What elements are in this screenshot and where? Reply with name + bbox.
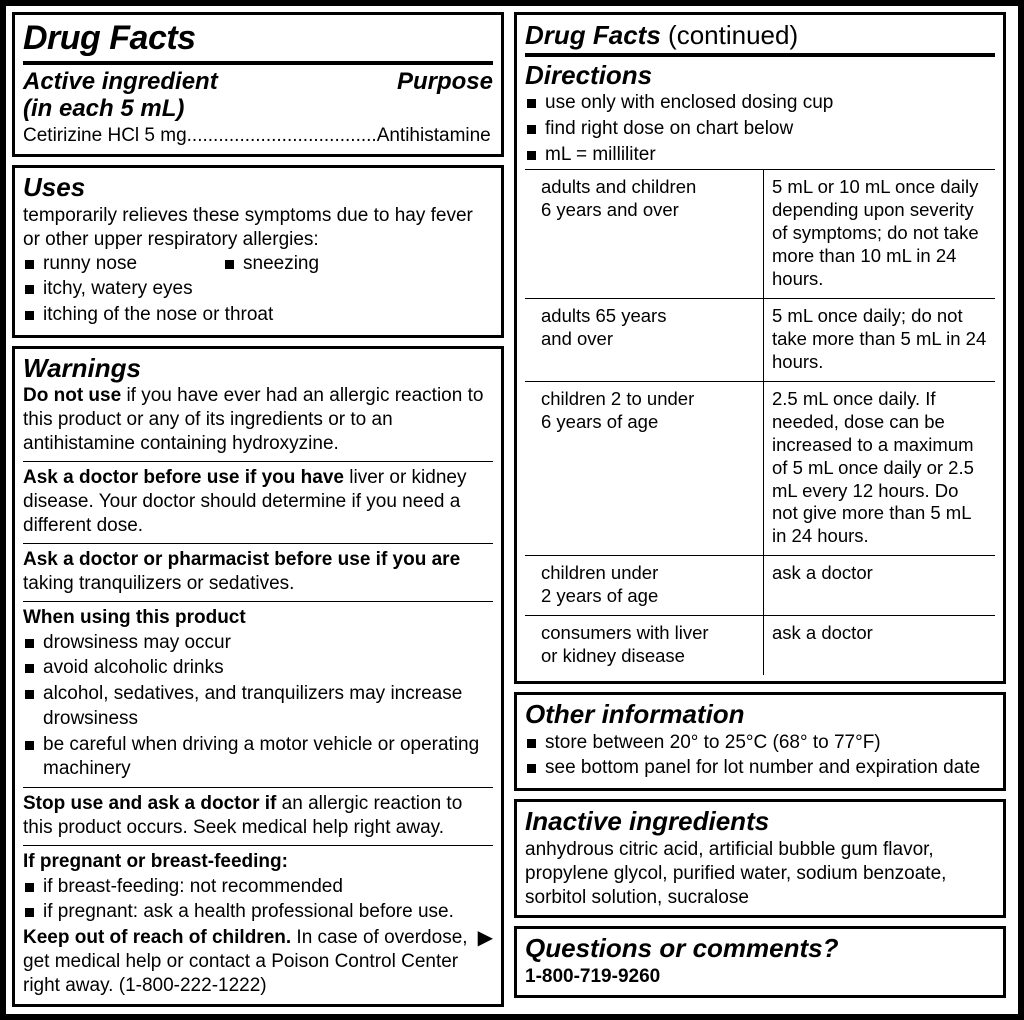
list-item: be careful when driving a motor vehicle or operating machinery	[23, 733, 493, 782]
directions-bullet-list	[525, 91, 995, 167]
uses-intro: temporarily relieves these symptoms due to hay fever or other upper respiratory allergies:	[23, 204, 473, 250]
uses-title: Uses	[23, 172, 86, 203]
list-item: mL = milliliter	[525, 143, 995, 168]
table-row	[525, 170, 995, 299]
title-divider	[23, 61, 493, 65]
panel-other-information	[514, 692, 1006, 791]
table-row	[525, 381, 995, 556]
uses-bullet-list	[23, 277, 493, 327]
triangle-right-icon: ▶	[477, 927, 493, 950]
dose-amount: 5 mL once daily; do not take more than 5 mL in 24 hours.	[764, 298, 996, 381]
warning-keep-out-text: In case of overdose, get medical help or contact a Poison Control Center right away. (1-800-222-1222)	[23, 927, 468, 996]
warning-ask-pharmacist	[23, 548, 493, 596]
dose-who: adults 65 years and over	[525, 298, 764, 381]
other-information-list	[525, 731, 995, 781]
warning-when-using-label: When using this product	[23, 606, 246, 628]
list-item: use only with enclosed dosing cup	[525, 91, 995, 116]
dose-amount: 2.5 mL once daily. If needed, dose can be increased to a maximum of 5 mL once daily or 2.5 mL every 12 hours. Do not give more than 5 mL in 24 hours.	[764, 381, 996, 556]
list-item: alcohol, sedatives, and tranquilizers may increase drowsiness	[23, 682, 493, 731]
warning-stop-use-label: Stop use and ask a doctor if	[23, 792, 277, 814]
dose-who: children under 2 years of age	[525, 556, 764, 616]
other-information-title: Other information	[525, 699, 745, 730]
panel-questions	[514, 926, 1006, 998]
panel-uses	[12, 165, 504, 338]
list-item: find right dose on chart below	[525, 117, 995, 142]
list-item: itching of the nose or throat	[23, 303, 493, 328]
questions-title: Questions or comments?	[525, 933, 839, 964]
table-row	[525, 616, 995, 675]
active-ingredient-header	[23, 69, 493, 123]
uses-bullet-runny-nose: runny nose	[23, 252, 213, 277]
uses-bullet-pair	[23, 252, 493, 277]
panel-directions	[514, 12, 1006, 684]
purpose-heading: Purpose	[396, 67, 493, 95]
inactive-ingredients-text: anhydrous citric acid, artificial bubble gum flavor, propylene glycol, purified water, sodium benzoate, sorbitol solution, sucralose	[525, 838, 947, 908]
table-row	[525, 298, 995, 381]
divider	[23, 845, 493, 846]
warning-stop-use-text: an allergic reaction to this product occurs. Seek medical help right away.	[23, 792, 463, 838]
list-item: store between 20° to 25°C (68° to 77°F)	[525, 731, 995, 756]
list-item: if pregnant: ask a health professional before use.	[23, 900, 493, 925]
warning-stop-use	[23, 792, 493, 840]
active-ingredient-heading: Active ingredient (in each 5 mL)	[23, 67, 218, 122]
dose-who: consumers with liver or kidney disease	[525, 616, 764, 675]
dose-amount: 5 mL or 10 mL once daily depending upon severity of symptoms; do not take more than 10 mL in 24 hours.	[764, 170, 996, 299]
continued-title	[525, 21, 995, 50]
dose-amount: ask a doctor	[764, 616, 996, 675]
dose-who: adults and children 6 years and over	[525, 170, 764, 299]
questions-phone: 1-800-719-9260	[525, 966, 661, 988]
right-column	[514, 12, 1006, 1008]
dosing-table	[525, 169, 995, 675]
list-item: avoid alcoholic drinks	[23, 656, 493, 681]
divider	[23, 543, 493, 544]
left-column	[12, 12, 504, 1008]
divider	[23, 787, 493, 788]
dose-amount: ask a doctor	[764, 556, 996, 616]
list-item: drowsiness may occur	[23, 631, 493, 656]
divider	[23, 461, 493, 462]
warning-ask-doctor-text: liver or kidney disease. Your doctor should determine if you need a different dose.	[23, 467, 467, 537]
continued-title-main: Drug Facts	[525, 20, 661, 50]
directions-title: Directions	[525, 59, 653, 90]
warning-ask-pharmacist-label: Ask a doctor or pharmacist before use if you are	[23, 548, 461, 570]
panel-title-active-ingredient	[12, 12, 504, 157]
panel-warnings	[12, 346, 504, 1007]
list-item: itchy, watery eyes	[23, 277, 493, 302]
list-item: see bottom panel for lot number and expiration date	[525, 756, 995, 781]
warning-do-not-use-label: Do not use	[23, 385, 122, 407]
table-row	[525, 556, 995, 616]
inactive-ingredients-title: Inactive ingredients	[525, 806, 770, 837]
continued-title-suffix: (continued)	[660, 20, 799, 50]
divider	[23, 601, 493, 602]
warning-ask-doctor-label: Ask a doctor before use if you have	[23, 467, 344, 489]
active-ingredient-line: Cetirizine HCl 5 mg....................................Antihistamine	[23, 125, 491, 147]
warning-pregnant-label: If pregnant or breast-feeding:	[23, 850, 288, 872]
warning-keep-out-of-reach	[23, 926, 493, 998]
warning-ask-doctor	[23, 466, 493, 538]
warnings-title: Warnings	[23, 352, 141, 383]
uses-bullet-sneezing: sneezing	[223, 252, 319, 277]
page-title: Drug Facts	[23, 19, 196, 57]
warning-do-not-use	[23, 384, 493, 456]
warning-pregnant-list	[23, 875, 493, 925]
panel-inactive-ingredients	[514, 799, 1006, 918]
warning-do-not-use-text: if you have ever had an allergic reaction to this product or any of its ingredients or to an antihistamine containing hydroxyzine.	[23, 385, 484, 455]
continued-title-divider	[525, 53, 995, 57]
list-item: if breast-feeding: not recommended	[23, 875, 493, 900]
warning-ask-pharmacist-text: taking tranquilizers or sedatives.	[23, 572, 295, 594]
warning-when-using-list	[23, 631, 493, 782]
dose-who: children 2 to under 6 years of age	[525, 381, 764, 556]
warning-keep-out-label: Keep out of reach of children.	[23, 927, 292, 949]
